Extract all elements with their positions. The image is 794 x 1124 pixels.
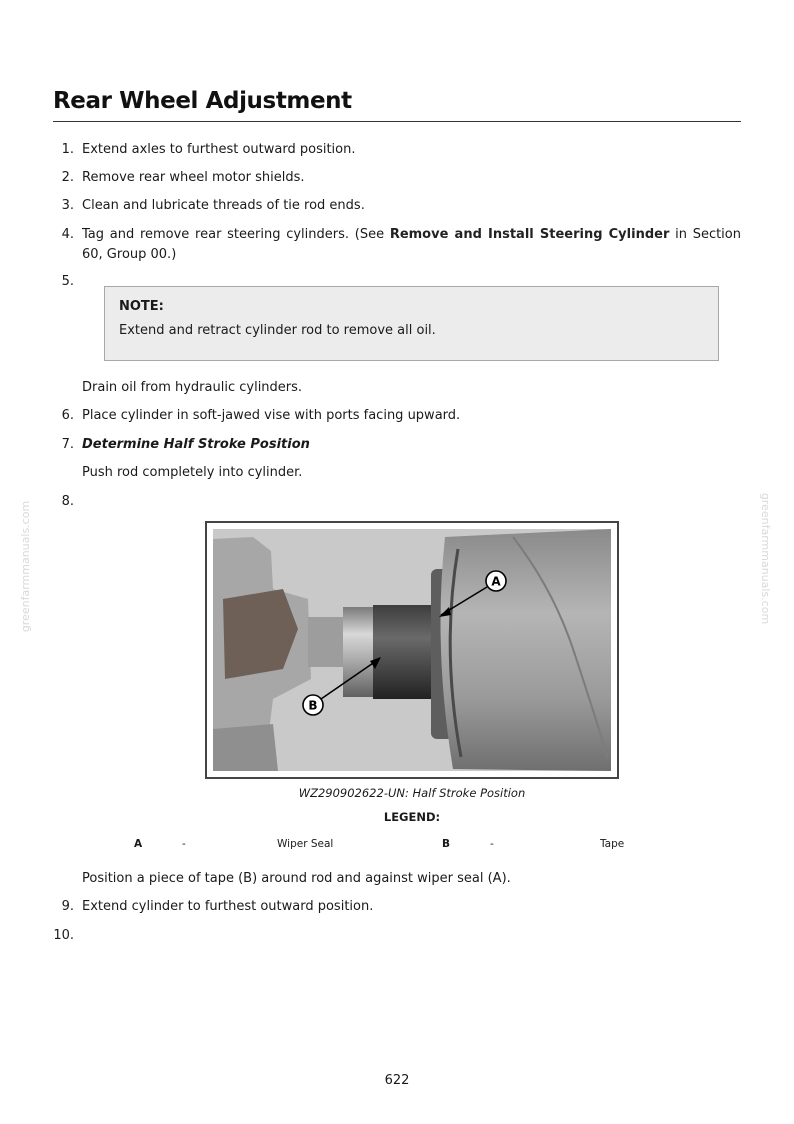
note-title: NOTE: — [119, 299, 164, 314]
callout-b-label: B — [308, 698, 318, 713]
page-number: 622 — [384, 1073, 410, 1088]
watermark-left: greenfarmmanuals.com — [19, 500, 33, 633]
legend-label-b: Tape — [600, 838, 625, 850]
legend-dash-a: - — [182, 838, 186, 850]
callout-a-label: A — [491, 574, 501, 589]
step-heading: Determine Half Stroke Position — [82, 437, 310, 452]
tape-band — [373, 605, 435, 699]
step-8-text: Position a piece of tape (B) around rod and against wiper seal (A). — [82, 871, 511, 886]
step-5-text: Drain oil from hydraulic cylinders. — [82, 380, 303, 395]
step-number: 2. — [61, 170, 74, 185]
step-text-part: Tag and remove rear steering cylinders. (See — [82, 227, 390, 242]
legend-dash-b: - — [490, 838, 494, 850]
step-text: Extend cylinder to furthest outward position. — [82, 899, 374, 914]
step-text: Remove rear wheel motor shields. — [82, 170, 305, 185]
watermark-right: greenfarmmanuals.com — [759, 492, 773, 625]
step-number: 5. — [61, 274, 74, 289]
cross-reference-link[interactable]: Remove and Install Steering Cylinder — [389, 227, 670, 242]
legend-title: LEGEND: — [383, 810, 441, 824]
step-number: 4. — [61, 227, 74, 242]
legend-key-b: B — [442, 838, 451, 850]
page-title: Rear Wheel Adjustment — [53, 86, 741, 122]
half-stroke-figure — [205, 521, 619, 779]
piston-rod — [343, 607, 378, 697]
figure-caption: WZ290902622-UN: Half Stroke Position — [298, 786, 526, 800]
step-number: 3. — [61, 198, 74, 213]
step-number: 1. — [61, 142, 74, 157]
legend-label-a: Wiper Seal — [277, 838, 334, 850]
step-7-text: Push rod completely into cylinder. — [82, 465, 303, 480]
clevis-base — [213, 724, 278, 771]
cylinder-barrel — [441, 529, 612, 771]
cylinder-photo — [213, 529, 611, 771]
note-box — [104, 286, 719, 361]
step-text: Place cylinder in soft-jawed vise with ports facing upward. — [82, 408, 461, 423]
legend-key-a: A — [134, 838, 143, 850]
step-number: 9. — [61, 899, 74, 914]
step-text: Clean and lubricate threads of tie rod ends. — [82, 198, 365, 213]
step-text-part: in Section 60, Group 00.) — [82, 227, 741, 262]
step-number: 10. — [53, 928, 74, 943]
step-number: 7. — [61, 437, 74, 452]
step-text: Extend axles to furthest outward position. — [82, 142, 356, 157]
rod-thread — [308, 617, 348, 667]
note-text: Extend and retract cylinder rod to remove all oil. — [119, 323, 436, 338]
step-number: 8. — [61, 494, 74, 509]
step-number: 6. — [61, 408, 74, 423]
step-text — [82, 225, 741, 265]
